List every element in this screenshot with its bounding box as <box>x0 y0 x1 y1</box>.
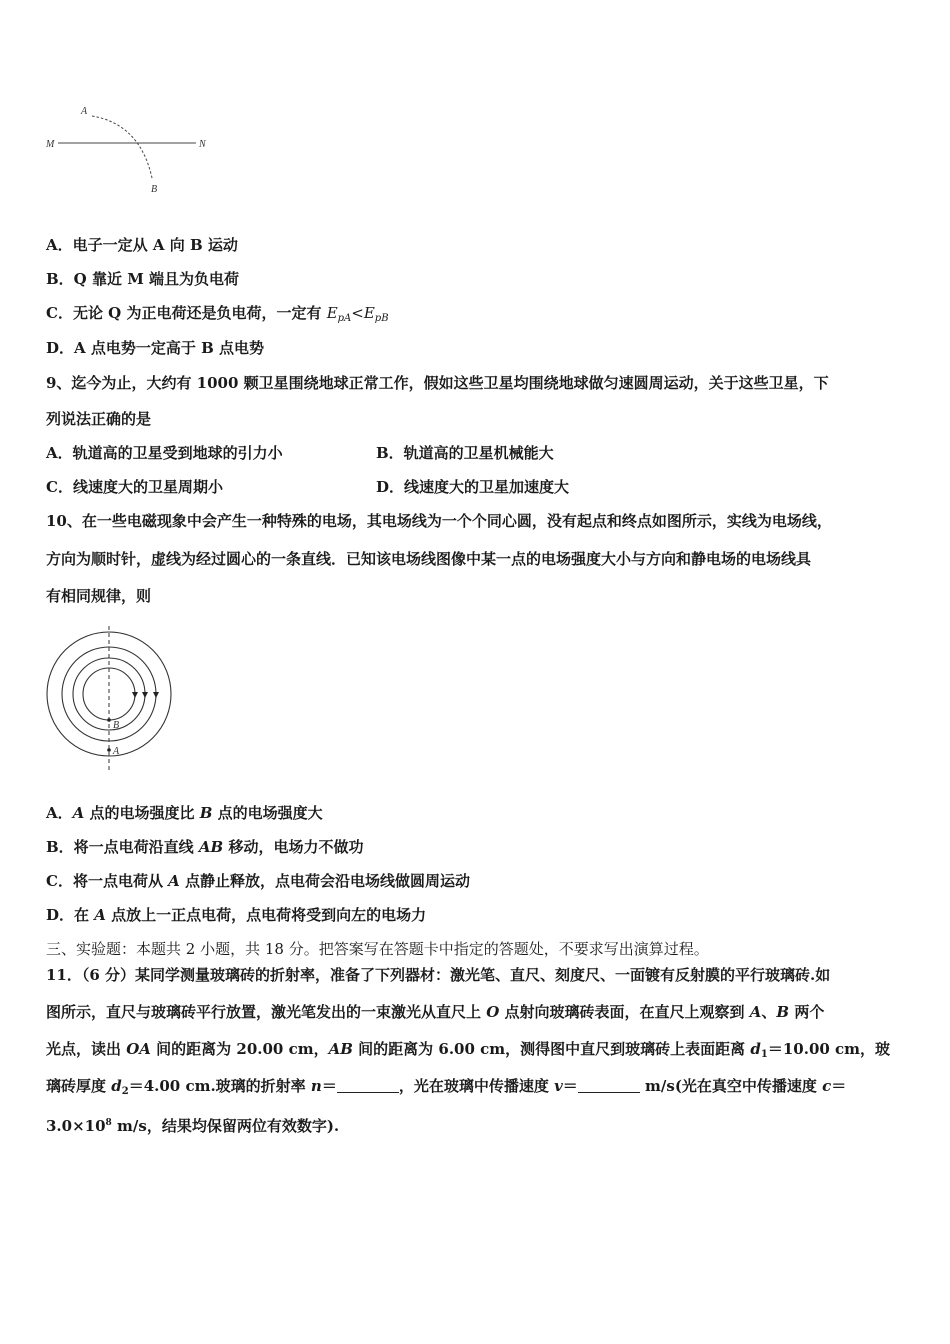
q9-option-b: B．轨道高的卫星机械能大 <box>376 444 554 462</box>
section-3-heading: 三、实验题：本题共 2 小题，共 18 分。把答案写在答题卡中指定的答题处，不要求写出演算过程。 <box>46 940 709 958</box>
q11-line5 <box>46 1113 339 1136</box>
q10-option-d-3: 点放上一正点电荷，点电荷将受到向左的电场力 <box>105 906 427 924</box>
energy-a: E <box>326 304 338 322</box>
q8-option-a: A．电子一定从 A 向 B 运动 <box>46 236 238 254</box>
q11-l4-d2: ，光在玻璃中传播速度 <box>398 1077 555 1095</box>
answer-blank-v[interactable] <box>578 1078 640 1093</box>
q10-option-b-1: B．将一点电荷沿直线 <box>46 838 199 856</box>
q9-option-a: A．轨道高的卫星受到地球的引力小 <box>46 444 283 462</box>
q8-option-b: B．Q 靠近 M 端且为负电荷 <box>46 270 240 288</box>
q11-line2 <box>46 1002 824 1022</box>
q10-stem-line2: 方向为顺时针，虚线为经过圆心的一条直线．已知该电场线图像中某一点的电场强度大小与方向和静电场的电场线具 <box>46 550 812 568</box>
q11-l4-f: m/s(光在真空中传播速度 <box>639 1077 823 1095</box>
q10-option-d-2: A <box>94 906 106 924</box>
energy-b-sub: pB <box>374 313 389 324</box>
q11-l5-sup: 8 <box>105 1118 112 1128</box>
q10-option-a <box>46 803 323 823</box>
q10-option-d <box>46 905 426 925</box>
q11-l4-v: v <box>554 1077 563 1095</box>
q11-l4-g: ＝ <box>831 1077 847 1095</box>
point-b <box>107 718 111 722</box>
q11-l4-e: ＝ <box>562 1077 578 1095</box>
q10-option-b-2: AB <box>198 838 224 856</box>
q11-l3-c: 间的距离为 6.00 cm，测得图中直尺到玻璃砖上表面距离 <box>352 1040 751 1058</box>
q10-option-c <box>46 871 470 891</box>
label-point-a: A <box>113 746 120 757</box>
q11-l4-b: ＝4.00 cm.玻璃的折射率 <box>128 1077 311 1095</box>
q11-l2-b: 点射向玻璃砖表面，在直尺上观察到 <box>499 1003 750 1021</box>
q8-option-d: D．A 点电势一定高于 B 点电势 <box>46 339 264 357</box>
dashed-trajectory <box>92 116 152 178</box>
q10-option-a-5: 点的电场强度大 <box>212 804 323 822</box>
q10-option-c-1: C．将一点电荷从 <box>46 872 169 890</box>
arrow-3 <box>153 692 159 698</box>
q11-l4-d: d <box>111 1077 122 1095</box>
q11-l2-c: 、 <box>761 1003 777 1021</box>
q11-l2-d: 两个 <box>789 1003 825 1021</box>
q11-l4-a: 璃砖厚度 <box>46 1077 112 1095</box>
q11-l2-a: 图所示，直尺与玻璃砖平行放置，激光笔发出的一束激光从直尺上 <box>46 1003 487 1021</box>
q11-l2-B: B <box>776 1003 790 1021</box>
figure-concentric-field <box>42 624 177 772</box>
q10-option-b <box>46 837 363 857</box>
answer-blank-n[interactable] <box>337 1078 399 1093</box>
q11-l3-d-sub: 1 <box>760 1049 768 1060</box>
energy-b: E <box>363 304 375 322</box>
q9-option-c: C．线速度大的卫星周期小 <box>46 478 223 496</box>
q11-line1: 11．（6 分）某同学测量玻璃砖的折射率，准备了下列器材：激光笔、直尺、刻度尺、一面镀有反射膜的平行玻璃砖.如 <box>46 966 831 984</box>
energy-a-sub: pA <box>337 313 352 324</box>
q10-option-c-2: A <box>168 872 180 890</box>
q9-stem-line2: 列说法正确的是 <box>46 410 152 428</box>
q11-l2-A: A <box>749 1003 762 1021</box>
q11-l3-e: ＝10.00 cm，玻 <box>767 1040 891 1058</box>
label-point-b: B <box>113 720 120 731</box>
q11-l3-ab: AB <box>328 1040 353 1058</box>
q10-option-a-2: A <box>72 804 85 822</box>
q11-l3-a: 光点，读出 <box>46 1040 127 1058</box>
label-b: B <box>151 184 158 195</box>
label-m: M <box>46 139 55 150</box>
q11-l3-oa: OA <box>126 1040 151 1058</box>
less-than: < <box>351 304 364 322</box>
q8-option-c <box>46 303 389 329</box>
q10-option-a-4: B <box>199 804 213 822</box>
q10-option-d-1: D．在 <box>46 906 95 924</box>
figure-mn-arc <box>40 98 220 198</box>
q8-option-c-text: C．无论 Q 为正电荷还是负电荷，一定有 <box>46 304 327 322</box>
q11-l3-b: 间的距离为 20.00 cm， <box>150 1040 329 1058</box>
arrow-1 <box>132 692 138 698</box>
q10-option-c-3: 点静止释放，点电荷会沿电场线做圆周运动 <box>179 872 471 890</box>
q11-l4-d-sub: 2 <box>121 1086 129 1097</box>
q10-option-a-1: A． <box>46 804 73 822</box>
q11-l4-c-var: c <box>822 1077 832 1095</box>
arrow-2 <box>142 692 148 698</box>
q11-l3-d: d <box>750 1040 761 1058</box>
q10-option-b-3: 移动，电场力不做功 <box>223 838 364 856</box>
q10-stem-line1: 10、在一些电磁现象中会产生一种特殊的电场，其电场线为一个个同心圆，没有起点和终点如图所示，实线为电场线， <box>46 512 832 530</box>
q10-option-a-3: 点的电场强度比 <box>84 804 200 822</box>
q11-l5-b: m/s，结果均保留两位有效数字). <box>111 1117 340 1135</box>
q11-l4-n: n <box>310 1077 322 1095</box>
q9-stem-line1: 9、迄今为止，大约有 1000 颗卫星围绕地球正常工作，假如这些卫星均围绕地球做匀速圆周运动，关于这些卫星，下 <box>46 374 829 392</box>
point-a <box>107 748 111 752</box>
q11-line3 <box>46 1039 890 1065</box>
q9-option-d: D．线速度大的卫星加速度大 <box>376 478 570 496</box>
q11-l2-o: O <box>486 1003 500 1021</box>
q11-l4-c: ＝ <box>321 1077 337 1095</box>
label-n: N <box>199 139 206 150</box>
label-a: A <box>81 106 88 117</box>
q10-stem-line3: 有相同规律，则 <box>46 587 152 605</box>
q11-l5-a: 3.0×10 <box>46 1117 106 1135</box>
q11-line4 <box>46 1076 846 1102</box>
